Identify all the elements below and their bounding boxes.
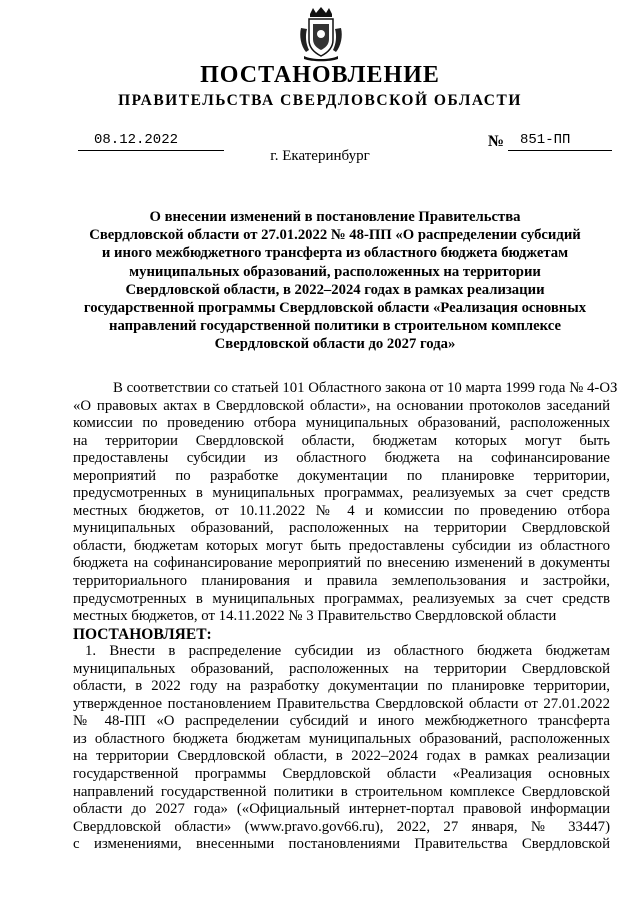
text-line: области, в 2022 году на разработку документации по планировке территории, <box>73 678 610 695</box>
text-line: муниципальных образований, расположенных на территории Свердловской <box>73 660 610 677</box>
text-line: на территории Свердловской области, в 2022–2024 годах в рамках реализации <box>73 748 610 765</box>
text-line: мероприятий по разработке документации по планировке территории, <box>73 467 610 484</box>
document-subject-title <box>70 208 600 354</box>
text-line: направлений государственной политики в строительном комплексе Свердловской <box>73 783 610 800</box>
subject-line: О внесении изменений в постановление Правительства <box>149 209 521 225</box>
text-line: предоставлены субсидии из областного бюджета на софинансирование <box>73 450 610 467</box>
issuer-title: ПРАВИТЕЛЬСТВА СВЕРДЛОВСКОЙ ОБЛАСТИ <box>118 92 522 109</box>
subject-line: и иного межбюджетного трансферта из областного бюджета бюджетам <box>101 245 569 262</box>
text-line: предусмотренных в муниципальных программах, реализуемых за счет средств <box>73 590 610 607</box>
text-line: на территории Свердловской области, бюджетам которых могут быть <box>73 432 610 449</box>
text-line: бюджета на софинансирование мероприятий по внесению изменений в документы <box>73 555 610 572</box>
coat-of-arms-icon <box>298 6 344 62</box>
text-line: Свердловской области» (www.pravo.gov66.ru), 2022, 27 января, № 33447) <box>73 818 610 835</box>
text-line: № 48-ПП «О распределении субсидий и иного межбюджетного трансферта <box>73 713 610 730</box>
subject-line: направлений государственной политики в строительном комплексе <box>109 318 561 335</box>
text-line: «О правовых актах в Свердловской области», на основании протоколов заседаний <box>73 397 610 414</box>
text-line: 1. Внести в распределение субсидии из областного бюджета бюджетам <box>85 643 610 660</box>
subject-line: государственной программы Свердловской области «Реализация основных <box>83 300 587 317</box>
text-line: государственной программы Свердловской области «Реализация основных <box>73 766 610 783</box>
subject-line: Свердловской области, в 2022–2024 годах в рамках реализации <box>125 281 545 298</box>
text-line: с изменениями, внесенными постановлениями Правительства Свердловской <box>73 836 610 853</box>
text-line: В соответствии со статьей 101 Областного закона от 10 марта 1999 года № 4-ОЗ <box>113 380 618 396</box>
text-line: территориального планирования и правила землепользования и застройки, <box>73 573 610 590</box>
text-line: муниципальных образований, расположенных на территории Свердловской <box>73 520 610 537</box>
subject-line: муниципальных образований, расположенных на территории <box>129 263 541 280</box>
text-line: местных бюджетов, от 14.11.2022 № 3 Правительство Свердловской области <box>73 608 557 625</box>
document-number: 851-ПП <box>520 132 571 148</box>
text-line: предусмотренных в муниципальных программах, реализуемых за счет средств <box>73 485 610 502</box>
text-line: области, бюджетам которых могут быть предоставлены субсидии из областного <box>73 537 610 554</box>
document-date: 08.12.2022 <box>94 132 179 148</box>
text-line: местных бюджетов, от 10.11.2022 № 4 и комиссии по проведению отбора <box>73 502 610 519</box>
resolves-heading: ПОСТАНОВЛЯЕТ: <box>73 625 212 643</box>
text-line: из областного бюджета бюджетам муниципальных образований, расположенных <box>73 730 610 747</box>
text-line: комиссии по проведению отбора муниципальных образований, расположенных <box>73 415 610 432</box>
subject-line: Свердловской области от 27.01.2022 № 48-ПП «О распределении субсидий <box>89 227 581 244</box>
number-sign: № <box>488 133 505 150</box>
document-body <box>73 380 618 854</box>
text-line: утвержденное постановлением Правительства Свердловской области от 27.01.2022 <box>73 695 610 712</box>
city-line: г. Екатеринбург <box>270 148 370 164</box>
item-1-paragraph <box>73 643 610 854</box>
text-line: области до 2027 года» («Официальный интернет-портал правовой информации <box>73 801 610 818</box>
document-type-title: ПОСТАНОВЛЕНИЕ <box>200 62 440 88</box>
subject-line: Свердловской области до 2027 года» <box>214 336 456 353</box>
preamble-paragraph <box>73 380 618 626</box>
